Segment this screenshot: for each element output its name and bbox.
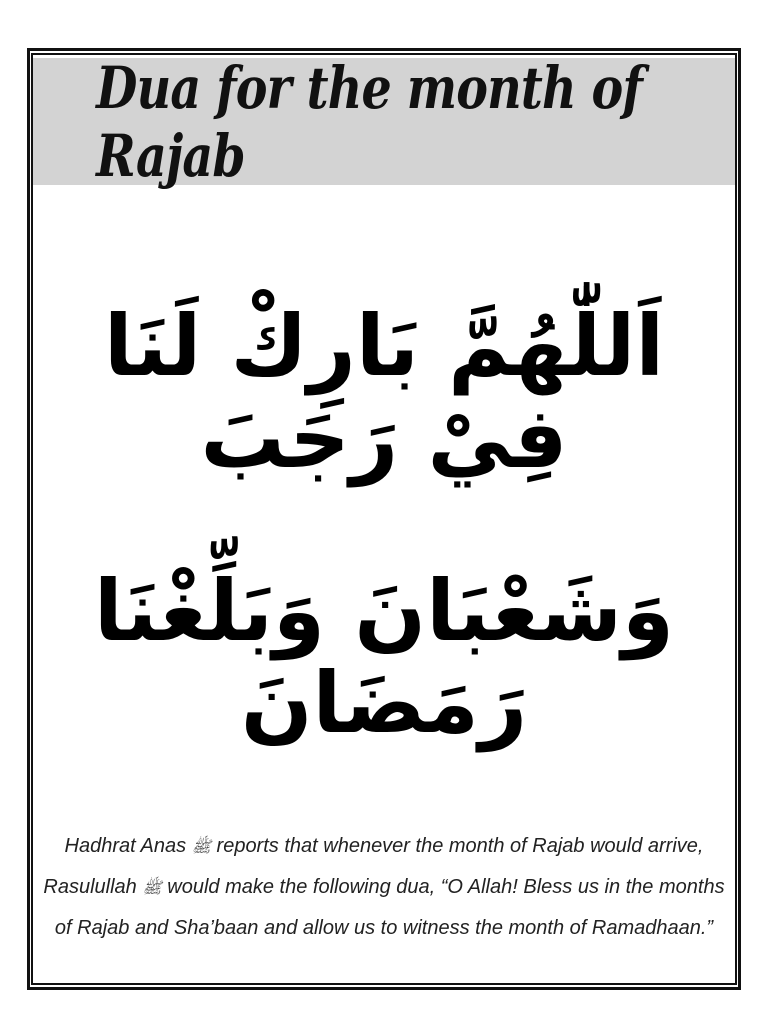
dua-description	[38, 826, 730, 949]
dua-arabic-line-1: اَللّٰهُمَّ بَارِكْ لَنَا فِيْ رَجَبَ	[103, 297, 665, 488]
caption-part-3: would make the following dua, “O Allah! Bless us in the months of Rajab and Sha’baan and allow us to witness the month of Ramadhaan.”	[54, 876, 725, 939]
dua-arabic-line-2: وَشَعْبَانَ وَبَلِّغْنَا رَمَضَانَ	[93, 562, 675, 753]
caption-part-1: Hadhrat Anas	[64, 835, 187, 857]
page-title: Dua for the month of Rajab	[96, 53, 643, 190]
honorific-prophet-icon: ﷺ	[142, 878, 162, 897]
caption-part-2: reports that whenever the month of Rajab would arrive, Rasulullah	[43, 835, 704, 898]
honorific-anas-icon: ﷺ	[191, 837, 211, 856]
title-banner	[33, 53, 735, 190]
